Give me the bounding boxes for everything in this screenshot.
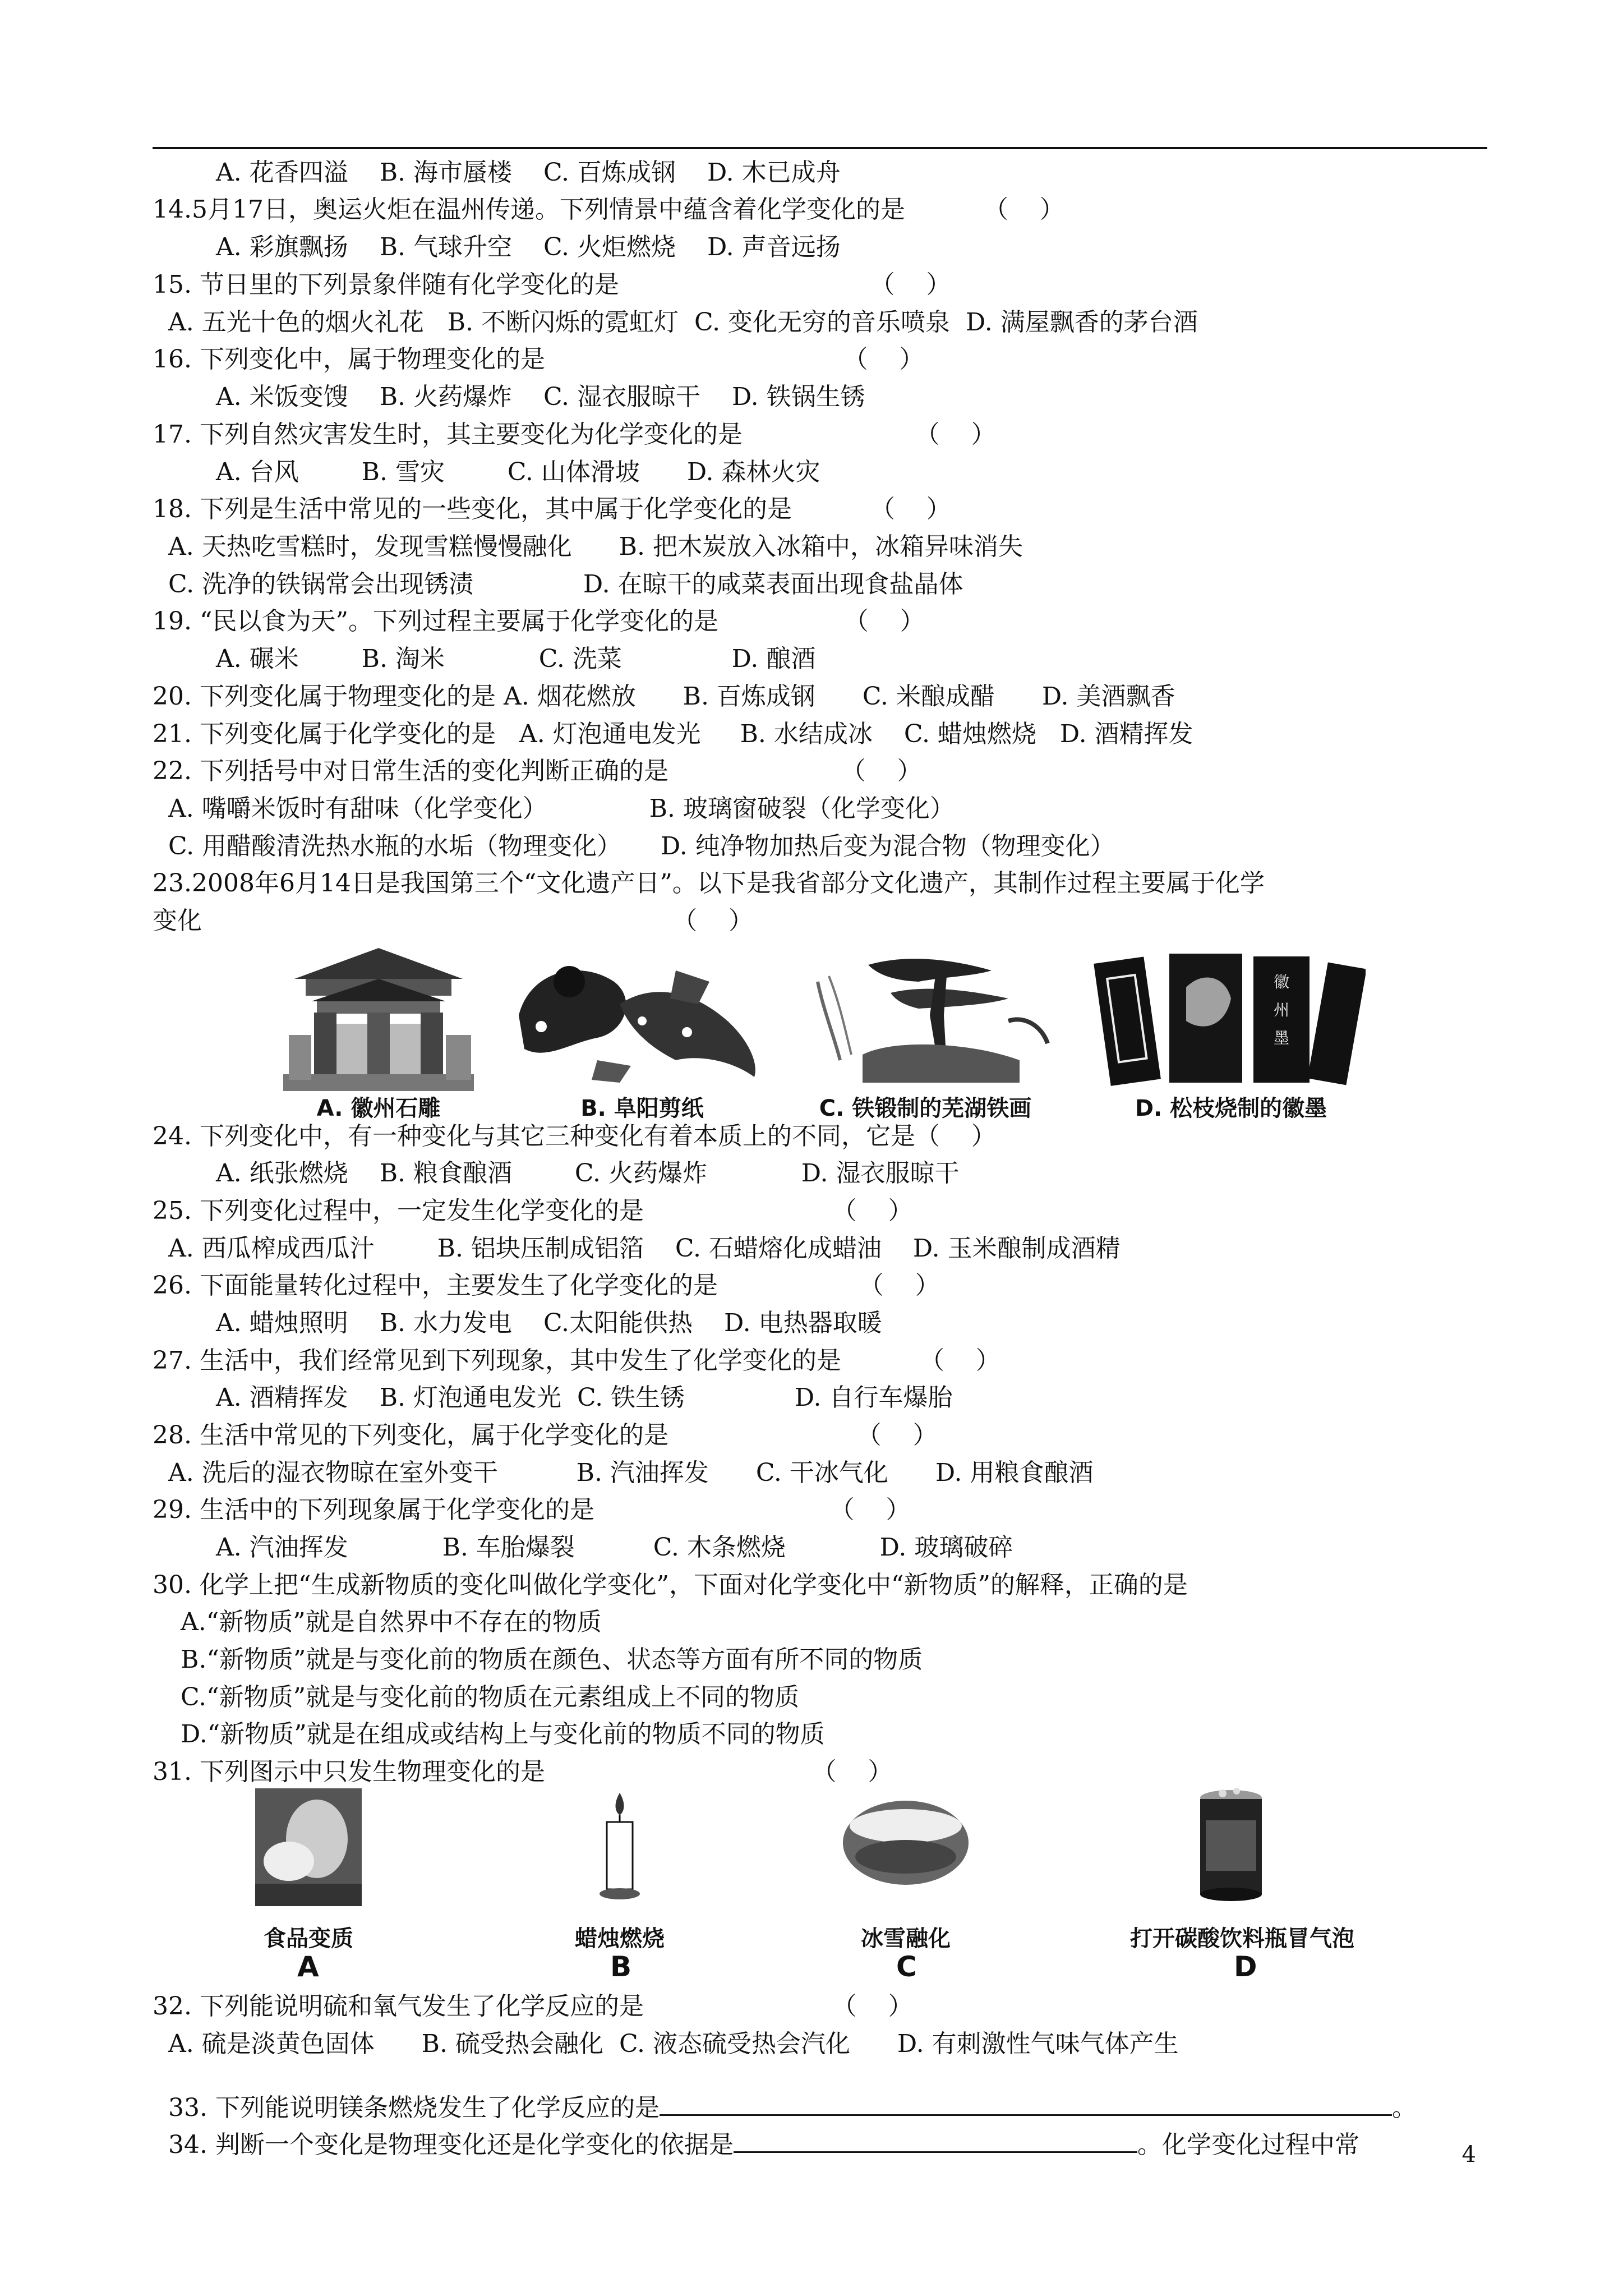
- candle-image: [594, 1788, 645, 1901]
- q22-options-ab: A. 嘴嚼米饭时有甜味（化学变化） B. 玻璃窗破裂（化学变化）: [168, 794, 955, 823]
- q21-line: 21. 下列变化属于化学变化的是 A. 灯泡通电发光 B. 水结成冰 C. 蜡烛燃烧 D. 酒精挥发: [153, 720, 1193, 748]
- stone-carving-arch-image: [283, 940, 474, 1091]
- q30-option-a: A.“新物质”就是自然界中不存在的物质: [181, 1608, 602, 1636]
- header-rule: [153, 147, 1487, 149]
- svg-text:墨: 墨: [1273, 1029, 1290, 1047]
- q29-options: A. 汽油挥发 B. 车胎爆裂 C. 木条燃烧 D. 玻璃破碎: [216, 1533, 1013, 1562]
- q32-options: A. 硫是淡黄色固体 B. 硫受热会融化 C. 液态硫受热会汽化 D. 有刺激性气味气体产生: [168, 2030, 1179, 2058]
- q28-options: A. 洗后的湿衣物晾在室外变干 B. 汽油挥发 C. 干冰气化 D. 用粮食酿酒: [168, 1458, 1094, 1487]
- q14-stem: 14.5月17日，奥运火炬在温州传递。下列情景中蕴含着化学变化的是 （ ）: [153, 195, 1064, 224]
- q27-options: A. 酒精挥发 B. 灯泡通电发光 C. 铁生锈 D. 自行车爆胎: [216, 1383, 953, 1412]
- ink-sticks-image: [1091, 942, 1366, 1088]
- q17-options: A. 台风 B. 雪灾 C. 山体滑坡 D. 森林火灾: [216, 458, 820, 486]
- q19-options: A. 碾米 B. 淘米 C. 洗菜 D. 酿酒: [216, 645, 816, 673]
- q17-stem: 17. 下列自然灾害发生时，其主要变化为化学变化的是 （ ）: [153, 420, 996, 449]
- q22-options-cd: C. 用醋酸清洗热水瓶的水垢（物理变化） D. 纯净物加热后变为混合物（物理变化）: [168, 832, 1115, 861]
- q23-caption-d: D. 松枝烧制的徽墨: [1135, 1096, 1327, 1121]
- q23-caption-b: B. 阜阳剪纸: [580, 1096, 704, 1121]
- q26-stem: 26. 下面能量转化过程中，主要发生了化学变化的是 （ ）: [153, 1271, 940, 1300]
- q34-line: [153, 2106, 1359, 2157]
- q23-stem: 23.2008年6月14日是我国第三个“文化遗产日”。以下是我省部分文化遗产，其制作过程主要属于化学: [153, 869, 1265, 898]
- q26-options: A. 蜡烛照明 B. 水力发电 C.太阳能供热 D. 电热器取暖: [216, 1309, 882, 1337]
- q16-stem: 16. 下列变化中，属于物理变化的是 （ ）: [153, 345, 924, 374]
- q18-options-ab: A. 天热吃雪糕时，发现雪糕慢慢融化 B. 把木炭放入冰箱中，冰箱异味消失: [168, 532, 1023, 561]
- q30-stem: 30. 化学上把“生成新物质的变化叫做化学变化”，下面对化学变化中“新物质”的解释，正确的是: [153, 1571, 1188, 1599]
- page-number: 4: [1461, 2142, 1476, 2168]
- q23-caption-c: C. 铁锻制的芜湖铁画: [819, 1096, 1032, 1121]
- q31-letter-c: C: [896, 1950, 917, 1983]
- q31-letter-d: D: [1234, 1950, 1257, 1983]
- q22-stem: 22. 下列括号中对日常生活的变化判断正确的是 （ ）: [153, 757, 922, 785]
- q31-letter-b: B: [610, 1950, 632, 1983]
- q30-option-d: D.“新物质”就是在组成或结构上与变化前的物质不同的物质: [181, 1720, 825, 1749]
- q16-options: A. 米饭变馊 B. 火药爆炸 C. 湿衣服晾干 D. 铁锅生锈: [216, 383, 865, 411]
- q30-option-c: C.“新物质”就是与变化前的物质在元素组成上不同的物质: [181, 1683, 800, 1711]
- q32-stem: 32. 下列能说明硫和氧气发生了化学反应的是 （ ）: [153, 1992, 913, 2021]
- q31-caption-c: 冰雪融化: [861, 1926, 951, 1952]
- melting-snow-image: [841, 1795, 970, 1890]
- q34-end: 。化学变化过程中常: [1137, 2131, 1359, 2159]
- q25-stem: 25. 下列变化过程中，一定发生化学变化的是 （ ）: [153, 1197, 913, 1225]
- q15-options: A. 五光十色的烟火礼花 B. 不断闪烁的霓虹灯 C. 变化无穷的音乐喷泉 D. 满屋飘香的茅台酒: [168, 308, 1198, 337]
- iron-painting-pine-image: [806, 942, 1053, 1088]
- q23-stem-cont: 变化 （ ）: [153, 907, 754, 935]
- q24-options: A. 纸张燃烧 B. 粮食酿酒 C. 火药爆炸 D. 湿衣服晾干: [216, 1159, 960, 1188]
- q31-letter-a: A: [297, 1950, 319, 1983]
- q25-options: A. 西瓜榨成西瓜汁 B. 铝块压制成铝箔 C. 石蜡熔化成蜡油 D. 玉米酿制成酒精: [168, 1234, 1121, 1263]
- q18-stem: 18. 下列是生活中常见的一些变化，其中属于化学变化的是 （ ）: [153, 495, 951, 523]
- q15-stem: 15. 节日里的下列景象伴随有化学变化的是 （ ）: [153, 270, 951, 299]
- q33-text: 33. 下列能说明镁条燃烧发生了化学反应的是: [168, 2093, 660, 2122]
- q31-caption-a: 食品变质: [264, 1926, 353, 1952]
- svg-text:州: 州: [1273, 1001, 1290, 1019]
- q30-option-b: B.“新物质”就是与变化前的物质在颜色、状态等方面有所不同的物质: [181, 1645, 923, 1674]
- q31-caption-b: 蜡烛燃烧: [575, 1926, 665, 1952]
- soda-can-image: [1189, 1787, 1273, 1904]
- q33-end: 。: [1391, 2093, 1417, 2122]
- q19-stem: 19. “民以食为天”。下列过程主要属于化学变化的是 （ ）: [153, 607, 925, 636]
- q23-caption-a: A. 徽州石雕: [316, 1096, 441, 1121]
- q34-answer-blank[interactable]: [734, 2131, 1137, 2153]
- q29-stem: 29. 生活中的下列现象属于化学变化的是 （ ）: [153, 1496, 911, 1524]
- q14-options: A. 彩旗飘扬 B. 气球升空 C. 火炬燃烧 D. 声音远扬: [216, 233, 841, 261]
- q20-line: 20. 下列变化属于物理变化的是 A. 烟花燃放 B. 百炼成钢 C. 米酿成醋 D. 美酒飘香: [153, 682, 1175, 711]
- papercut-bird-image: [508, 948, 771, 1088]
- q24-stem: 24. 下列变化中，有一种变化与其它三种变化有着本质上的不同，它是（ ）: [153, 1122, 996, 1151]
- q34-text: 34. 判断一个变化是物理变化还是化学变化的依据是: [168, 2131, 734, 2159]
- q13-options: A. 花香四溢 B. 海市蜃楼 C. 百炼成钢 D. 木已成舟: [216, 158, 841, 187]
- q18-options-cd: C. 洗净的铁锅常会出现锈渍 D. 在晾干的咸菜表面出现食盐晶体: [168, 570, 963, 599]
- svg-text:徽: 徽: [1273, 973, 1290, 991]
- q31-stem: 31. 下列图示中只发生物理变化的是 （ ）: [153, 1757, 893, 1786]
- spoiled-food-image: [255, 1788, 362, 1906]
- q27-stem: 27. 生活中，我们经常见到下列现象，其中发生了化学变化的是 （ ）: [153, 1346, 1000, 1375]
- q28-stem: 28. 生活中常见的下列变化，属于化学变化的是 （ ）: [153, 1421, 938, 1450]
- q31-caption-d: 打开碳酸饮料瓶冒气泡: [1130, 1926, 1354, 1952]
